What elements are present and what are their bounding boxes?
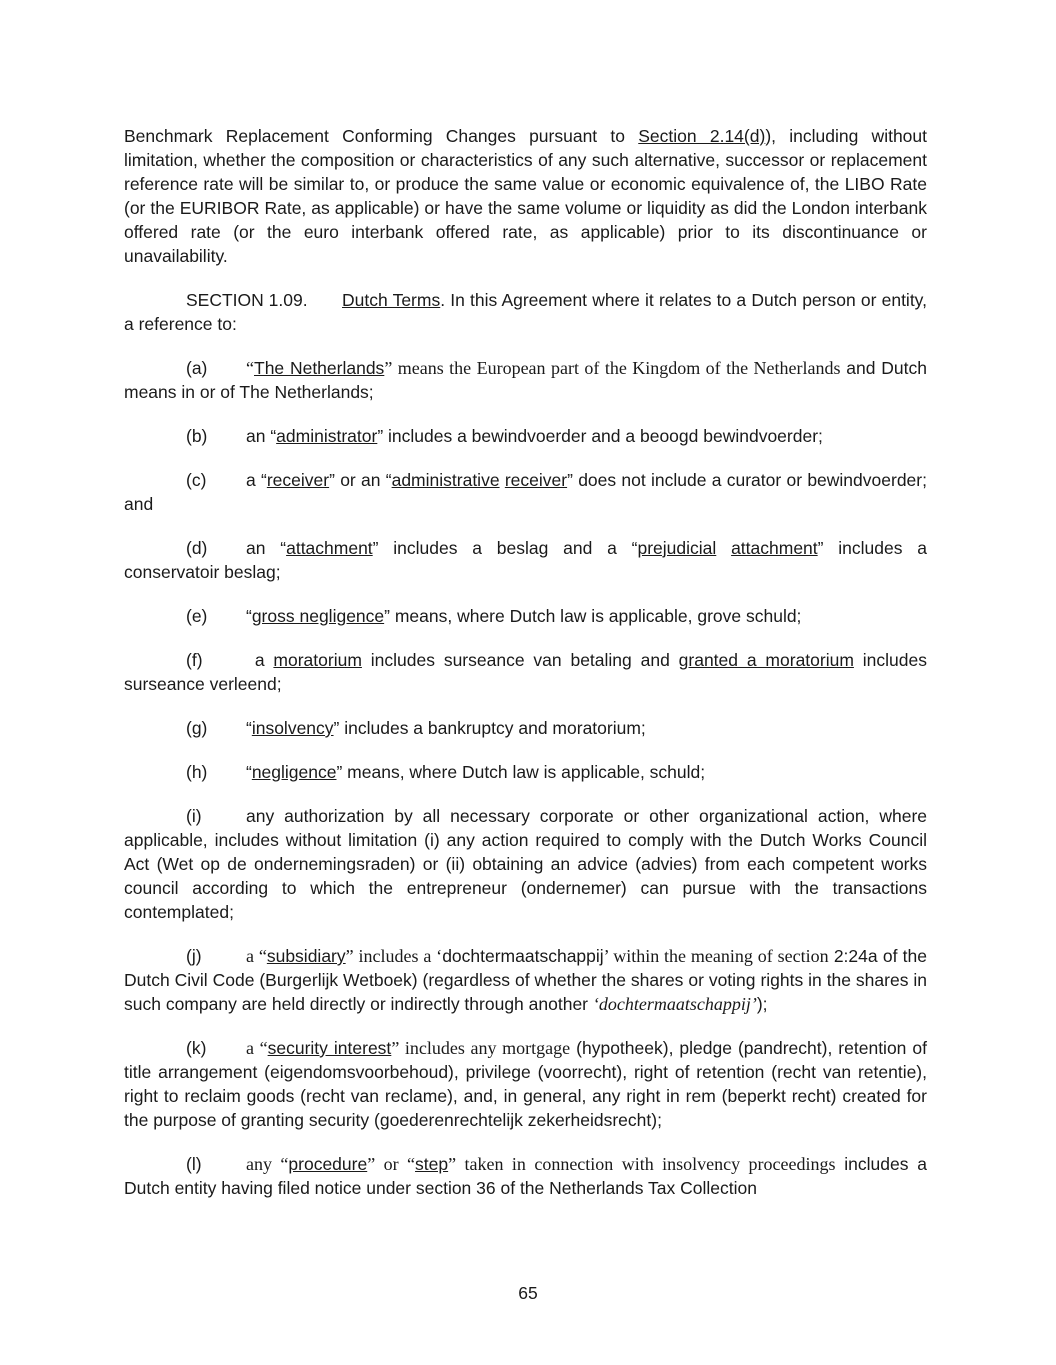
definition-text: a “ bbox=[246, 946, 267, 966]
item-label: (j) bbox=[186, 946, 202, 966]
definition-text-middle: ” includes a ‘ bbox=[345, 946, 443, 966]
defined-term: negligence bbox=[251, 762, 337, 782]
definition-text: an “ bbox=[246, 538, 287, 558]
definition-text-middle: ” taken in connection with insolvency proceedings bbox=[448, 1154, 836, 1174]
definition-text: an “ bbox=[246, 426, 277, 446]
item-label: (i) bbox=[186, 806, 202, 826]
item-label: (k) bbox=[186, 1038, 207, 1058]
defined-term: attachment bbox=[731, 538, 818, 558]
definition-text: “ bbox=[246, 606, 252, 626]
definition-text: any “ bbox=[246, 1154, 289, 1174]
definition-text-continued: ” includes a conservatoir beslag; bbox=[124, 538, 927, 582]
defined-term: step bbox=[415, 1154, 449, 1174]
defined-term: prejudicial bbox=[637, 538, 717, 558]
item-label: (e) bbox=[186, 606, 208, 626]
definition-item-k bbox=[124, 1036, 927, 1132]
definition-text-middle: includes surseance van betaling and bbox=[361, 650, 679, 670]
definition-text-continued: ” means, where Dutch law is applicable, schuld; bbox=[336, 762, 706, 782]
definition-text-continued: ” includes a bankruptcy and moratorium; bbox=[333, 718, 646, 738]
definition-text: a “ bbox=[246, 1038, 268, 1058]
dutch-term: dochtermaatschappij bbox=[442, 946, 604, 966]
quote-mark: ” bbox=[384, 358, 393, 378]
definition-text-middle: ” or “ bbox=[367, 1154, 416, 1174]
definition-item-b bbox=[124, 424, 927, 448]
italic-dutch-term: ‘dochtermaatschappij’ bbox=[592, 994, 757, 1014]
section-title: Dutch Terms bbox=[342, 290, 441, 310]
definition-text-continued: and Dutch means in or of The Netherlands; bbox=[124, 358, 927, 402]
definition-text-continued: ” includes a bewindvoerder and a beoogd bewindvoerder; bbox=[377, 426, 823, 446]
definition-item-i bbox=[124, 804, 927, 924]
defined-term: attachment bbox=[286, 538, 373, 558]
definition-text-continued: includes surseance verleend; bbox=[124, 650, 927, 694]
defined-term: procedure bbox=[288, 1154, 368, 1174]
item-label: (h) bbox=[186, 762, 208, 782]
item-label: (d) bbox=[186, 538, 208, 558]
document-page bbox=[124, 124, 927, 1220]
definition-text: a “ bbox=[246, 470, 267, 490]
intro-paragraph bbox=[124, 124, 927, 268]
definition-item-e bbox=[124, 604, 927, 628]
defined-term: granted a moratorium bbox=[678, 650, 854, 670]
definition-text: means the European part of the Kingdom of the Netherlands bbox=[392, 358, 841, 378]
definition-text-continued: (hypotheek), pledge (pandrecht), retention of title arrangement (eigendomsvoorbehoud), privilege (voorrecht), right of retention (recht van retentie), right to reclaim goods (recht van reclame), and, in general, any right in rem (beperkt recht) created for the purpose of granting security (goederenrechtelijk zekerheidsrecht); bbox=[124, 1038, 928, 1130]
defined-term: administrator bbox=[276, 426, 378, 446]
defined-term: insolvency bbox=[251, 718, 334, 738]
definition-item-d bbox=[124, 536, 927, 584]
definition-text: “ bbox=[246, 762, 252, 782]
definition-text-continued: 2:24a of the Dutch Civil Code (Burgerlijk Wetboek) (regardless of whether the shares or voting rights in the shares in such company are held directly or indirectly through another bbox=[124, 946, 927, 1014]
intro-text-continued: ), including without limitation, whether the composition or characteristics of any such alternative, successor or replacement reference rate will be similar to, or produce the same value or economic equivalence of, the LIBO Rate (or the EURIBOR Rate, as applicable) or have the same volume or liquidity as did the London interbank offered rate (or the euro interbank offered rate, as applicable) prior to its discontinuance or unavailability. bbox=[124, 126, 927, 266]
definition-text-continued: ” does not include a curator or bewindvoerder; and bbox=[124, 470, 927, 514]
item-label: (c) bbox=[186, 470, 207, 490]
section-intro-text: . In this Agreement where it relates to a Dutch person or entity, a reference to: bbox=[124, 290, 927, 334]
defined-term: subsidiary bbox=[266, 946, 346, 966]
defined-term: administrative bbox=[391, 470, 500, 490]
definition-text-continued: includes a Dutch entity having filed notice under section 36 of the Netherlands Tax Collection bbox=[124, 1154, 927, 1198]
defined-term: receiver bbox=[266, 470, 330, 490]
section-reference-link[interactable]: Section 2.14(d) bbox=[638, 126, 766, 146]
definition-text: a bbox=[246, 650, 274, 670]
definition-text-middle: ” includes a beslag and a “ bbox=[372, 538, 638, 558]
item-label: (f) bbox=[186, 650, 203, 670]
definition-text-middle: ’ within the meaning of section bbox=[603, 946, 829, 966]
defined-term: receiver bbox=[504, 470, 568, 490]
item-label: (a) bbox=[186, 358, 208, 378]
definition-text-continued: ” means, where Dutch law is applicable, grove schuld; bbox=[384, 606, 802, 626]
page-number: 65 bbox=[518, 1283, 538, 1303]
definition-item-j bbox=[124, 944, 927, 1016]
section-heading-paragraph bbox=[124, 288, 927, 336]
definition-text: any authorization by all necessary corporate or other organizational action, where applicable, includes without limitation (i) any action required to comply with the Dutch Works Council Act (Wet op de ondernemingsraden) or (ii) obtaining an advice (advies) from each competent works council according to which the entrepreneur (ondernemer) can pursue with the transactions contemplated; bbox=[124, 806, 927, 922]
definition-text-middle: ” includes any mortgage bbox=[391, 1038, 571, 1058]
definition-text-middle: ” or an “ bbox=[329, 470, 392, 490]
item-label: (l) bbox=[186, 1154, 202, 1174]
item-label: (g) bbox=[186, 718, 208, 738]
definition-item-h bbox=[124, 760, 927, 784]
defined-term: The Netherlands bbox=[254, 358, 385, 378]
definition-item-g bbox=[124, 716, 927, 740]
intro-text: Benchmark Replacement Conforming Changes pursuant to bbox=[124, 126, 639, 146]
section-number: SECTION 1.09. bbox=[186, 290, 308, 310]
item-label: (b) bbox=[186, 426, 208, 446]
definition-item-f bbox=[124, 648, 927, 696]
definition-item-c bbox=[124, 468, 927, 516]
spacer-text bbox=[716, 538, 731, 558]
definition-text-end: ); bbox=[756, 994, 768, 1014]
definition-item-a bbox=[124, 356, 927, 404]
defined-term: gross negligence bbox=[251, 606, 385, 626]
definition-item-l bbox=[124, 1152, 927, 1200]
quote-mark: “ bbox=[246, 358, 254, 378]
defined-term: security interest bbox=[267, 1038, 392, 1058]
defined-term: moratorium bbox=[273, 650, 362, 670]
definition-text: “ bbox=[246, 718, 252, 738]
